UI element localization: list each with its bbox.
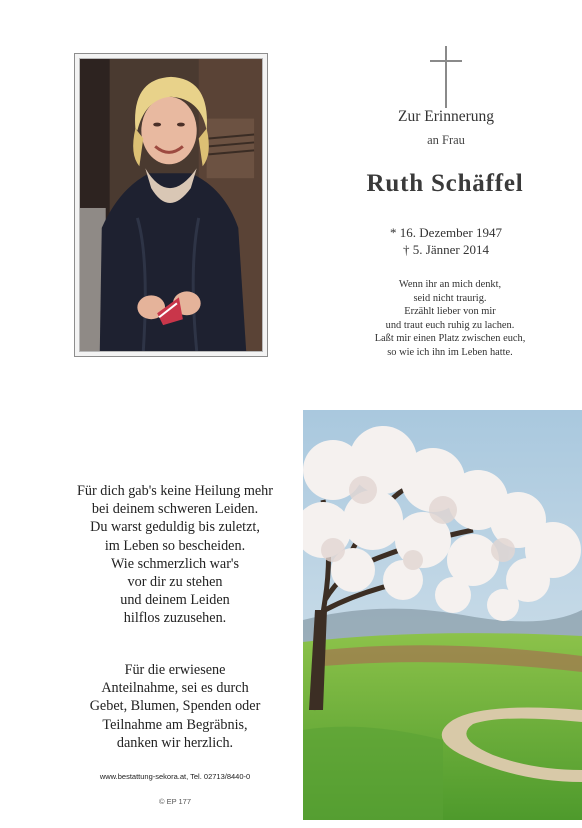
poem-line: hilflos zuzusehen. <box>123 610 227 627</box>
poem-line: Laßt mir einen Platz zwischen euch, <box>374 333 526 345</box>
poem-line: vor dir zu stehen <box>127 574 223 591</box>
thanks-line: danken wir herzlich. <box>116 734 234 751</box>
funeral-home-contact: www.bestattung-sekora.at, Tel. 02713/8440-0 <box>99 772 251 781</box>
poem-line: Wie schmerzlich war's <box>110 555 240 572</box>
poem-line: bei deinem schweren Leiden. <box>91 501 259 518</box>
portrait-photo <box>79 58 263 352</box>
poem-line: und traut euch ruhig zu lachen. <box>385 319 515 331</box>
poem-line: Wenn ihr an mich denkt, <box>398 279 502 290</box>
thanks-line: Für die erwiesene <box>124 662 226 678</box>
print-code: © EP 177 <box>158 797 192 806</box>
portrait-photo-frame <box>74 53 268 357</box>
deceased-name: Ruth Schäffel <box>366 170 524 197</box>
remembrance-heading: Zur Erinnerung <box>398 108 494 125</box>
remembrance-subheading: an Frau <box>427 133 465 147</box>
birth-date: * 16. Dezember 1947 <box>390 225 502 240</box>
latin-cross-icon <box>430 46 462 108</box>
landscape-image <box>303 410 582 820</box>
poem-line: Für dich gab's keine Heilung mehr <box>76 483 273 499</box>
thanks-text <box>40 661 310 752</box>
thanks-line: Anteilnahme, sei es durch <box>101 680 249 697</box>
poem-line: so wie ich ihn im Leben hatte. <box>387 346 513 358</box>
thanks-line: Teilnahme am Begräbnis, <box>102 716 248 733</box>
blossom-tree-landscape-image <box>303 410 582 820</box>
inner-poem <box>40 482 310 628</box>
poem-line: seid nicht traurig. <box>413 292 487 304</box>
death-date: † 5. Jänner 2014 <box>403 242 489 257</box>
poem-line: Erzählt lieber von mir <box>404 306 496 318</box>
life-dates <box>356 224 536 258</box>
thanks-line: Gebet, Blumen, Spenden oder <box>89 698 261 715</box>
front-poem <box>330 278 570 360</box>
poem-line: im Leben so bescheiden. <box>104 537 246 554</box>
poem-line: und deinem Leiden <box>120 592 230 609</box>
portrait-image <box>80 59 262 351</box>
poem-line: Du warst geduldig bis zuletzt, <box>90 519 260 536</box>
